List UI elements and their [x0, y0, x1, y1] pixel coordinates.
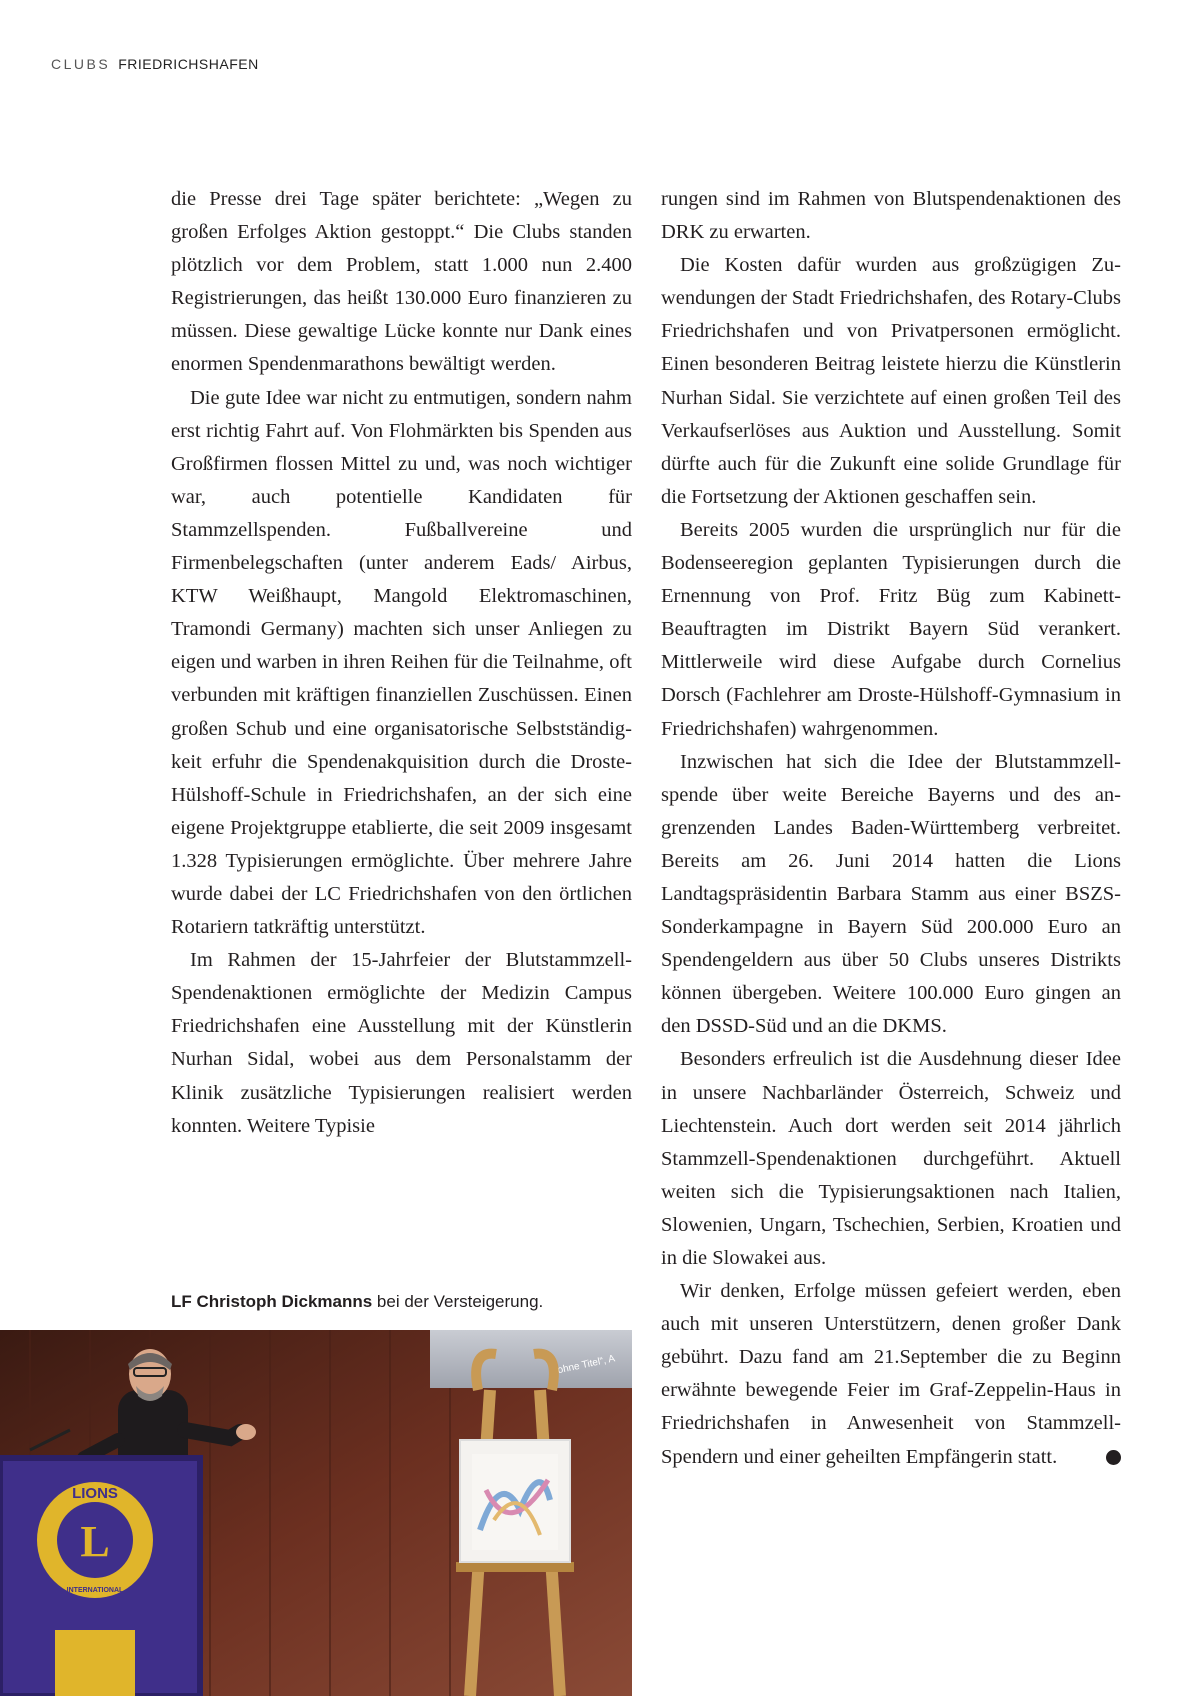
paragraph: die Presse drei Tage später berichtete: „Wegen zu großen Erfolges Aktion gestoppt.“ Die Clubs standen plötzlich vor dem Problem, statt 1.000 nun 2.400 Registrierungen, das heißt 130.000 Euro finanzieren zu müssen. Diese gewaltige Lücke konnte nur Dank eines enormen Spendenmarathons bewältigt werden.: [171, 188, 632, 376]
paragraph: Inzwischen hat sich die Idee der Blutstammzellspende über weite Bereiche Bayerns und des angrenzenden Landes Baden-Württemberg verbreitet. Bereits am 26. Juni 2014 hatten die Lions Landtagspräsidentin Barbara Stamm aus einer BSZS-Sonderkampagne in Bayern Süd 200.000 Euro an Spendengeldern aus über 50 Clubs unseres Distrikts können übergeben. Weitere 100.000 Euro gingen an den DSSD-Süd und an die DKMS.: [661, 750, 1121, 1038]
left-column: [171, 183, 632, 1143]
running-head: [51, 56, 259, 72]
caption-text: bei der Versteigerung.: [372, 1292, 544, 1311]
paragraph-text: Wir denken, Erfolge müssen gefeiert werden, eben auch mit unseren Unterstützern, denen großer Dank gebührt. Dazu fand am 21.September die zu Beginn erwähnte bewegende Feier im Graf-Zeppelin-Haus in Friedrichshafen in Anwesenheit von Stammzell-Spendern und einer geheilten Empfängerin statt.: [661, 1280, 1121, 1468]
paragraph-final: [661, 1275, 1132, 1474]
paragraph: Die gute Idee war nicht zu entmutigen, sondern nahm erst richtig Fahrt auf. Von Flohmärkten bis Spenden aus Großfirmen flossen Mittel zu und, was noch wichtiger war, auch potentielle Kandidaten für Stammzellspenden. Fußballvereine und Firmenbelegschaften (unter anderem Eads/ Airbus, KTW Weißhaupt, Mangold Elektromaschinen, Tramondi Germany) machten sich unser Anliegen zu eigen und warben in ihren Reihen für die Teilnahme, oft verbunden mit kräftigen finanziellen Zuschüssen. Einen großen Schub und eine organisatorische Selbstständigkeit erfuhr die Spendenakquisition durch die Droste-Hülshoff-Schule in Friedrichshafen, an der sich eine eigene Projektgruppe etablierte, die seit 2009 insgesamt 1.328 Typisierungen ermöglichte. Über mehrere Jahre wurde dabei der LC Friedrichshafen von den örtlichen Rotariern tatkräftig unterstützt.: [171, 386, 632, 939]
running-head-club: FRIEDRICHSHAFEN: [118, 56, 259, 72]
projection-caption: „ohne Titel“, A: [553, 1353, 616, 1377]
paragraph: Im Rahmen der 15-Jahrfeier der Blutstammzell-Spendenaktionen ermöglichte der Medizin Campus Friedrichshafen eine Ausstellung mit der Künstlerin Nurhan Sidal, wobei aus dem Personalstamm der Klinik zusätzliche Typisierungen realisiert werden konnten. Weitere Typisie: [171, 949, 632, 1137]
auction-photo: [0, 1330, 632, 1696]
end-mark-icon: L: [1106, 1450, 1121, 1465]
paragraph: rungen sind im Rahmen von Blutspendenaktionen des DRK zu erwarten.: [661, 188, 1121, 244]
lions-emblem-top: LIONS: [72, 1485, 118, 1502]
paragraph: Bereits 2005 wurden die ursprünglich nur für die Bodenseeregion geplanten Typisierungen durch die Ernennung von Prof. Fritz Büg zum Kabinett-Beauftragten im Distrikt Bayern Süd verankert. Mittlerweile wird diese Aufgabe durch Cornelius Dorsch (Fachlehrer am Droste-Hülshoff-Gymnasium in Friedrichshafen) wahrgenommen.: [661, 518, 1121, 740]
auction-photo-illustration: [0, 1330, 632, 1696]
paragraph: Besonders erfreulich ist die Ausdehnung dieser Idee in unsere Nachbarländer Österreich, Schweiz und Liechtenstein. Auch dort werden seit 2014 jährlich Stammzell-Spendenaktionen durchgeführt. Aktuell weiten sich die Typisierungsaktionen nach Italien, Slowenien, Ungarn, Tschechien, Serbien, Kroatien und in die Slowakei aus.: [661, 1048, 1121, 1269]
lions-emblem-bottom: INTERNATIONAL: [66, 1587, 124, 1594]
running-head-section: CLUBS: [51, 56, 111, 72]
right-column: [661, 183, 1132, 1474]
paragraph: Die Kosten dafür wurden aus großzügigen Zuwendungen der Stadt Friedrichshafen, des Rotary-Clubs Friedrichshafen und von Privatpersonen ermöglicht. Einen besonderen Beitrag leistete hierzu die Künstlerin Nurhan Sidal. Sie verzichtete auf einen großen Teil des Verkaufserlöses aus Auktion und Ausstellung. Somit dürfte auch für die Zukunft eine solide Grundlage für die Fortsetzung der Aktionen geschaffen sein.: [661, 254, 1122, 508]
lions-emblem-letter: L: [80, 1517, 110, 1566]
photo-caption: [171, 1292, 543, 1312]
caption-name: LF Christoph Dickmanns: [171, 1292, 373, 1311]
